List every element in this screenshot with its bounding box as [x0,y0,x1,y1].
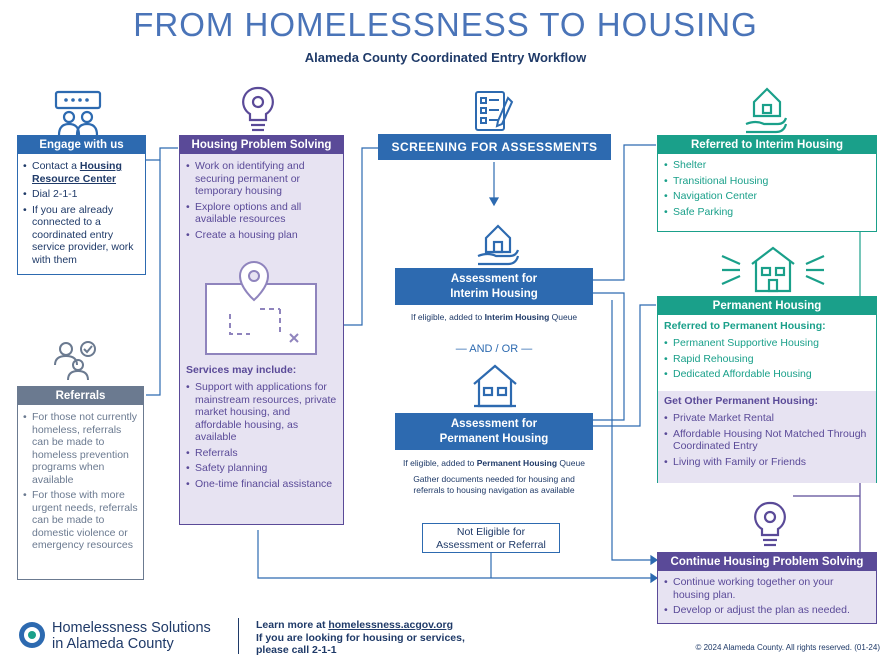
house-radiating-icon [718,244,828,296]
problem-solving-item: • Create a housing plan [186,229,337,242]
footer-call-line2: please call 2-1-1 [256,644,337,656]
clipboard-checklist-icon [470,88,516,134]
interim-note-suffix: Queue [549,312,578,322]
footer-learn-line [256,619,465,632]
continue-item: • Develop or adjust the plan as needed. [664,604,870,617]
engage-item-provider: • If you are already connected to a coordinated entry service provider, work with them [23,204,141,267]
continue-card [657,552,877,624]
footer-learn-prefix: Learn more at [256,619,329,631]
referrals-item-urgent: • For those with more urgent needs, referrals can be made to domestic violence or emergency resources [23,489,139,552]
problem-solving-card [179,135,344,525]
website-link[interactable]: homelessness.acgov.org [328,619,454,631]
and-or-label: — AND / OR — [455,343,533,355]
footer-contact [256,619,465,657]
footer-divider [238,618,239,654]
interim-item: • Transitional Housing [664,175,870,188]
service-item: • Support with applications for mainstream resources, private market housing, and affordable housing, as available [186,381,338,444]
interim-item: • Navigation Center [664,190,870,203]
page-subtitle: Alameda County Coordinated Entry Workflow [304,50,587,65]
footer-call-line1: If you are looking for housing or services, [256,631,465,644]
engage-card [17,135,146,275]
other-permanent-item: • Private Market Rental [664,412,870,425]
org-line1: Homelessness Solutions [52,620,211,636]
referral-people-icon [52,335,104,381]
referred-permanent-title: Referred to Permanent Housing: [664,320,826,332]
house-in-hand-icon [476,220,520,266]
referred-permanent-item: • Permanent Supportive Housing [664,337,870,350]
service-item: • Safety planning [186,462,338,475]
problem-solving-item: • Work on identifying and securing permanent or temporary housing [186,160,337,198]
assessment-permanent-note2: Gather documents needed for housing and referrals to housing navigation as available [413,474,575,495]
permanent-note-suffix: Queue [557,458,585,468]
page-title: FROM HOMELESSNESS TO HOUSING [133,6,758,43]
service-item: • Referrals [186,447,338,460]
other-permanent-title: Get Other Permanent Housing: [664,395,819,407]
referrals-card [17,386,144,580]
assessment-interim-box [395,268,593,305]
referred-permanent-item: • Dedicated Affordable Housing [664,368,870,381]
assessment-interim-note [395,312,593,323]
assessment-interim-line2: Interim Housing [450,288,538,300]
continue-item: • Continue working together on your housing plan. [664,576,870,601]
assessment-permanent-line1: Assessment for [450,418,538,430]
other-permanent-item: • Affordable Housing Not Matched Through Coordinated Entry [664,428,870,453]
not-eligible-box [422,523,560,553]
engage-contact-prefix: Contact a [32,160,80,172]
problem-solving-header: Housing Problem Solving [180,136,343,154]
interim-item: • Shelter [664,159,870,172]
org-line2: in Alameda County [52,636,174,652]
referred-permanent-item: • Rapid Rehousing [664,353,870,366]
house-icon [470,362,520,410]
referrals-header: Referrals [18,387,143,405]
permanent-note-bold: Permanent Housing [476,458,558,468]
map-pin-plan-icon [200,254,325,364]
continue-header: Continue Housing Problem Solving [658,553,876,571]
assessment-permanent-note [395,458,593,469]
county-seal-logo [17,620,47,650]
other-permanent-item: • Living with Family or Friends [664,456,870,469]
not-eligible-line1: Not Eligible for [456,526,526,538]
lightbulb-gear-icon [752,500,788,552]
engage-header: Engage with us [18,136,145,154]
copyright: © 2024 Alameda County. All rights reserved. (01-24) [695,643,880,652]
interim-note-prefix: If eligible, added to [410,312,485,322]
interim-housing-card [657,135,877,232]
interim-note-bold: Interim Housing [484,312,550,322]
services-title: Services may include: [186,364,297,376]
problem-solving-item: • Explore options and all available resources [186,201,337,226]
screening-box: SCREENING FOR ASSESSMENTS [378,134,611,160]
interim-housing-header: Referred to Interim Housing [658,136,876,154]
service-item: • One-time financial assistance [186,478,338,491]
assessment-permanent-line2: Permanent Housing [439,433,549,445]
permanent-housing-card [657,296,877,483]
lightbulb-gear-icon [240,85,276,135]
people-chat-icon [52,90,106,136]
permanent-note-prefix: If eligible, added to [403,458,477,468]
housing-resource-center-link[interactable]: Housing Resource Center [32,160,122,185]
interim-item: • Safe Parking [664,206,870,219]
assessment-permanent-box [395,413,593,450]
engage-item-contact [23,160,141,185]
org-name [52,620,211,652]
engage-item-dial: • Dial 2-1-1 [23,188,141,201]
assessment-interim-line1: Assessment for [450,273,538,285]
permanent-housing-header: Permanent Housing [658,297,876,315]
not-eligible-line2: Assessment or Referral [436,539,546,551]
house-hand-icon [744,84,790,134]
other-permanent-section [658,391,876,483]
referrals-item-prevention: • For those not currently homeless, referrals can be made to homeless prevention programs when available [23,411,139,486]
